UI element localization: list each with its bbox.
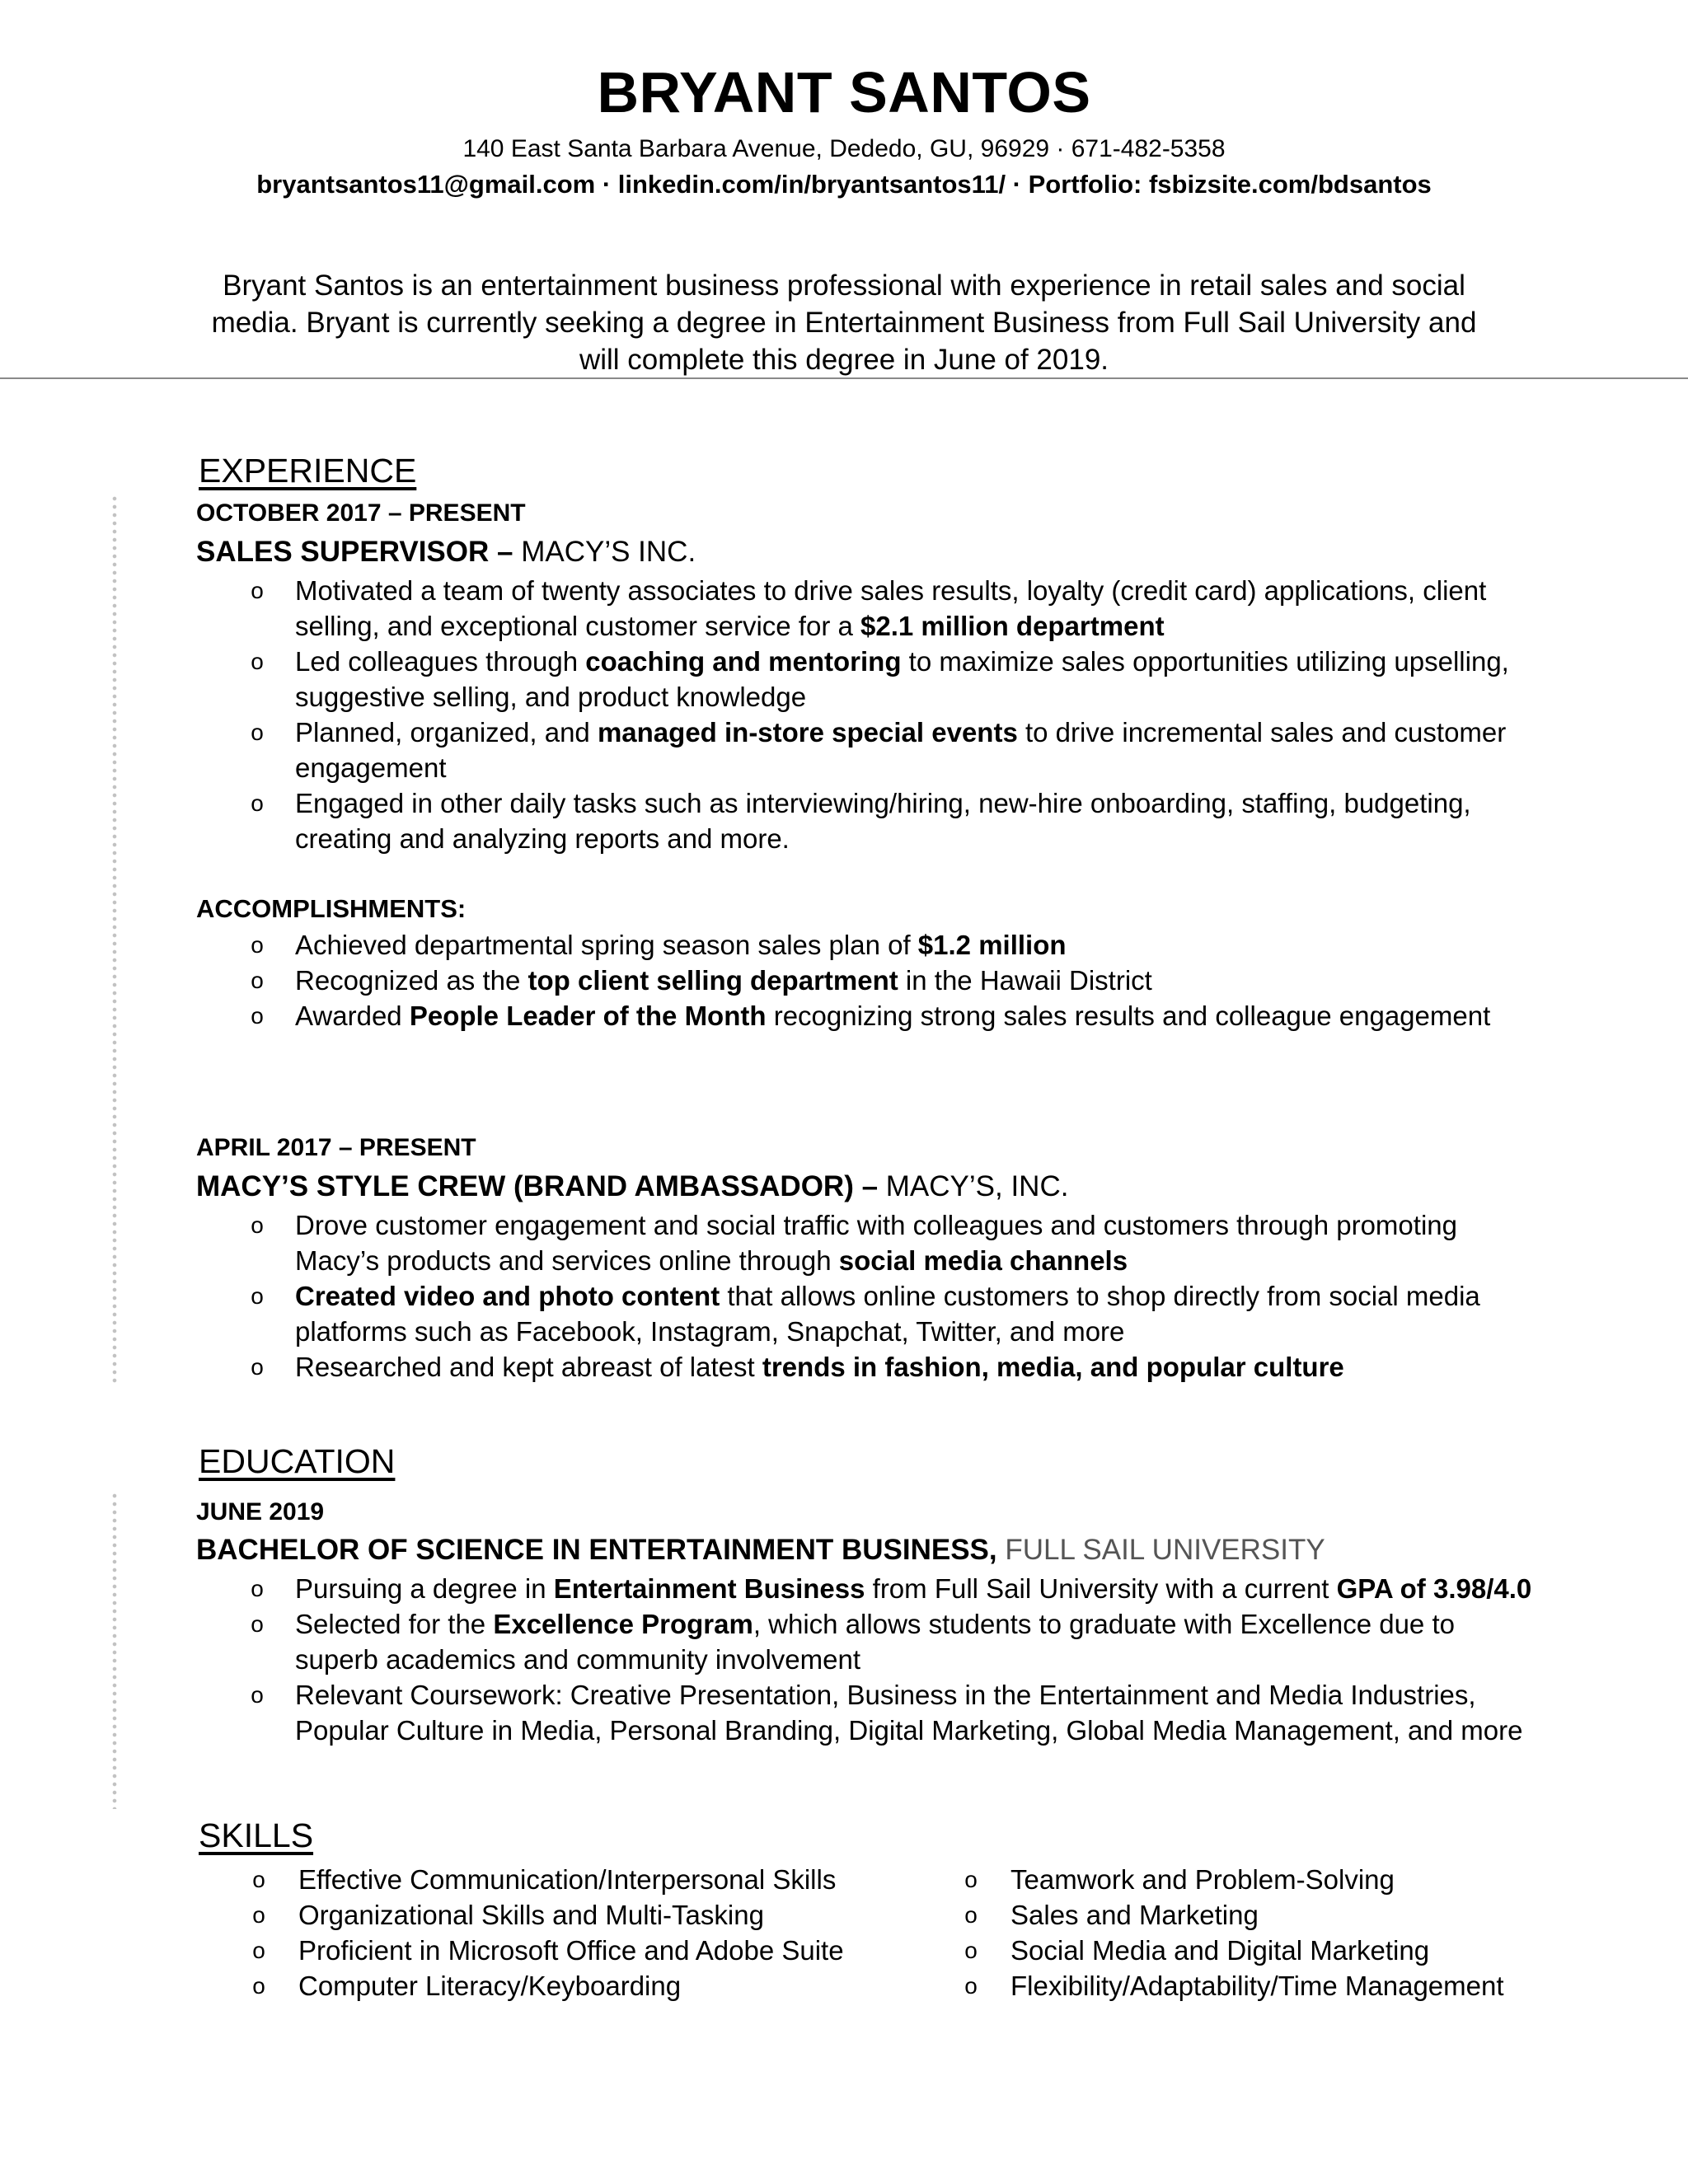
- candidate-name: [0, 59, 1688, 125]
- bullet-text: Relevant Coursework: Creative Presentation, Business in the Entertainment and Media Industries, Popular Culture in Media, Personal Branding, Digital Marketing, Global Media Management, and more: [295, 1680, 1523, 1746]
- bullet-bold-text: $1.2 million: [917, 930, 1067, 960]
- accomplishments-list: [247, 927, 1533, 1033]
- bullet-text: Motivated a team of twenty associates to drive sales results, loyalty (credit card) applications, client selling, and exceptional customer service for a: [295, 575, 1487, 641]
- experience-margin-dots: [112, 494, 117, 1385]
- bullet-text: in the Hawaii District: [898, 965, 1152, 996]
- circle-bullet-icon: o: [251, 968, 264, 993]
- bullet-text: Pursuing a degree in: [295, 1573, 554, 1604]
- bullet-item: [247, 1207, 1533, 1278]
- education-margin-dots: [112, 1492, 117, 1809]
- bullet-bold-text: social media channels: [838, 1245, 1128, 1276]
- bullet-bold-text: Created video and photo content: [295, 1281, 720, 1311]
- circle-bullet-icon: o: [251, 932, 264, 958]
- bullet-item: [247, 573, 1533, 644]
- circle-bullet-icon: o: [251, 1576, 264, 1601]
- skill-item: [249, 1862, 844, 1897]
- bullet-text: , which allows students to graduate with Excellence due to superb academics and community involvement: [295, 1609, 1455, 1675]
- header-divider: [0, 377, 1688, 379]
- skill-item: [961, 1862, 1504, 1897]
- school-name: FULL SAIL UNIVERSITY: [996, 1534, 1325, 1566]
- first-name: BRYANT: [597, 60, 833, 124]
- bullet-bold-text: Entertainment Business: [553, 1573, 865, 1604]
- contact-links: bryantsantos11@gmail.com · linkedin.com/in/bryantsantos11/ · Portfolio: fsbizsite.com/bdsantos: [256, 170, 1432, 199]
- education-dates: JUNE 2019: [196, 1498, 325, 1526]
- bullet-item: [247, 927, 1533, 963]
- circle-bullet-icon: o: [252, 1973, 265, 1999]
- circle-bullet-icon: o: [251, 578, 264, 603]
- bullet-text: Drove customer engagement and social traffic with colleagues and customers through promoting Macy’s products and services online through: [295, 1210, 1457, 1276]
- job2-dates: APRIL 2017 – PRESENT: [196, 1134, 476, 1161]
- bullet-text: to maximize sales opportunities utilizing upselling, suggestive selling, and product knowledge: [295, 646, 1509, 712]
- bullet-item: [247, 644, 1533, 715]
- bullet-bold-text: GPA of 3.98/4.0: [1336, 1573, 1532, 1604]
- bullet-text: from Full Sail University with a current: [865, 1573, 1337, 1604]
- last-name: SANTOS: [849, 60, 1091, 124]
- job1-title: [196, 536, 696, 569]
- bullet-bold-text: People Leader of the Month: [409, 1001, 767, 1031]
- bullet-text: Awarded: [295, 1001, 410, 1031]
- bullet-text: Planned, organized, and: [295, 717, 598, 748]
- skill-label: Social Media and Digital Marketing: [1010, 1935, 1430, 1966]
- degree-name: BACHELOR OF SCIENCE IN ENTERTAINMENT BUSINESS,: [196, 1534, 997, 1566]
- bullet-bold-text: top client selling department: [528, 965, 898, 996]
- skills-left-column: [249, 1862, 844, 2004]
- circle-bullet-icon: o: [964, 1973, 978, 1999]
- bullet-text: recognizing strong sales results and colleague engagement: [766, 1001, 1491, 1031]
- skill-label: Computer Literacy/Keyboarding: [298, 1971, 682, 2001]
- circle-bullet-icon: o: [252, 1867, 265, 1892]
- circle-bullet-icon: o: [251, 1283, 264, 1309]
- circle-bullet-icon: o: [251, 1003, 264, 1029]
- education-degree: [196, 1534, 1325, 1567]
- education-heading: EDUCATION: [199, 1442, 396, 1480]
- job1-bullets: [247, 573, 1533, 856]
- skill-item: [961, 1897, 1504, 1933]
- bullet-item: [247, 785, 1533, 856]
- skill-item: [249, 1897, 844, 1933]
- professional-summary: Bryant Santos is an entertainment business professional with experience in retail sales and social media. Bryant is currently seeking a degree in Entertainment Business from Full Sail University and will complete this degree in June of 2019.: [211, 269, 1477, 376]
- job1-company: MACY’S INC.: [513, 536, 696, 568]
- circle-bullet-icon: o: [251, 719, 264, 745]
- circle-bullet-icon: o: [251, 1611, 264, 1637]
- bullet-item: [247, 1606, 1533, 1677]
- skill-item: [961, 1933, 1504, 1968]
- circle-bullet-icon: o: [251, 1354, 264, 1380]
- bullet-item: [247, 715, 1533, 785]
- bullet-text: Engaged in other daily tasks such as interviewing/hiring, new-hire onboarding, staffing, budgeting, creating and analyzing reports and more.: [295, 788, 1471, 854]
- skill-label: Proficient in Microsoft Office and Adobe Suite: [298, 1935, 844, 1966]
- skill-item: [961, 1968, 1504, 2004]
- bullet-bold-text: Excellence Program: [493, 1609, 753, 1639]
- skill-label: Flexibility/Adaptability/Time Management: [1010, 1971, 1504, 2001]
- circle-bullet-icon: o: [964, 1938, 978, 1963]
- bullet-text: Recognized as the: [295, 965, 528, 996]
- circle-bullet-icon: o: [251, 1212, 264, 1238]
- bullet-item: [247, 998, 1533, 1033]
- job2-title: [196, 1170, 1068, 1203]
- skill-label: Organizational Skills and Multi-Tasking: [298, 1900, 764, 1930]
- circle-bullet-icon: o: [964, 1902, 978, 1928]
- skill-label: Teamwork and Problem-Solving: [1010, 1864, 1395, 1895]
- bullet-item: [247, 963, 1533, 998]
- experience-heading: EXPERIENCE: [199, 452, 417, 490]
- education-bullets: [247, 1571, 1533, 1748]
- bullet-item: [247, 1278, 1533, 1349]
- bullet-bold-text: $2.1 million department: [860, 611, 1165, 641]
- circle-bullet-icon: o: [964, 1867, 978, 1892]
- skill-label: Effective Communication/Interpersonal Skills: [298, 1864, 837, 1895]
- skill-label: Sales and Marketing: [1010, 1900, 1259, 1930]
- job2-position: MACY’S STYLE CREW (BRAND AMBASSADOR) –: [196, 1170, 879, 1202]
- skills-right-column: [961, 1862, 1504, 2004]
- job2-company: MACY’S, INC.: [878, 1170, 1069, 1202]
- job1-position: SALES SUPERVISOR –: [196, 536, 513, 568]
- circle-bullet-icon: o: [251, 649, 264, 674]
- skill-item: [249, 1933, 844, 1968]
- skill-item: [249, 1968, 844, 2004]
- accomplishments-label: ACCOMPLISHMENTS:: [196, 894, 467, 923]
- bullet-item: [247, 1571, 1533, 1606]
- bullet-text: to drive incremental sales and customer engagement: [295, 717, 1507, 783]
- bullet-item: [247, 1349, 1533, 1385]
- bullet-text: Researched and kept abreast of latest: [295, 1352, 762, 1382]
- job1-dates: OCTOBER 2017 – PRESENT: [196, 499, 526, 527]
- skills-heading: SKILLS: [199, 1816, 314, 1854]
- contact-address-phone: 140 East Santa Barbara Avenue, Dededo, GU, 96929 · 671-482-5358: [462, 135, 1226, 162]
- circle-bullet-icon: o: [252, 1902, 265, 1928]
- circle-bullet-icon: o: [251, 1682, 264, 1708]
- bullet-text: Achieved departmental spring season sales plan of: [295, 930, 918, 960]
- circle-bullet-icon: o: [251, 790, 264, 816]
- bullet-bold-text: trends in fashion, media, and popular culture: [762, 1352, 1344, 1382]
- bullet-text: Led colleagues through: [295, 646, 586, 677]
- job2-bullets: [247, 1207, 1533, 1385]
- bullet-text: that allows online customers to shop directly from social media platforms such as Facebook, Instagram, Snapchat, Twitter, and more: [295, 1281, 1480, 1347]
- circle-bullet-icon: o: [252, 1938, 265, 1963]
- bullet-bold-text: coaching and mentoring: [585, 646, 902, 677]
- bullet-item: [247, 1677, 1533, 1748]
- bullet-bold-text: managed in-store special events: [597, 717, 1018, 748]
- bullet-text: Selected for the: [295, 1609, 494, 1639]
